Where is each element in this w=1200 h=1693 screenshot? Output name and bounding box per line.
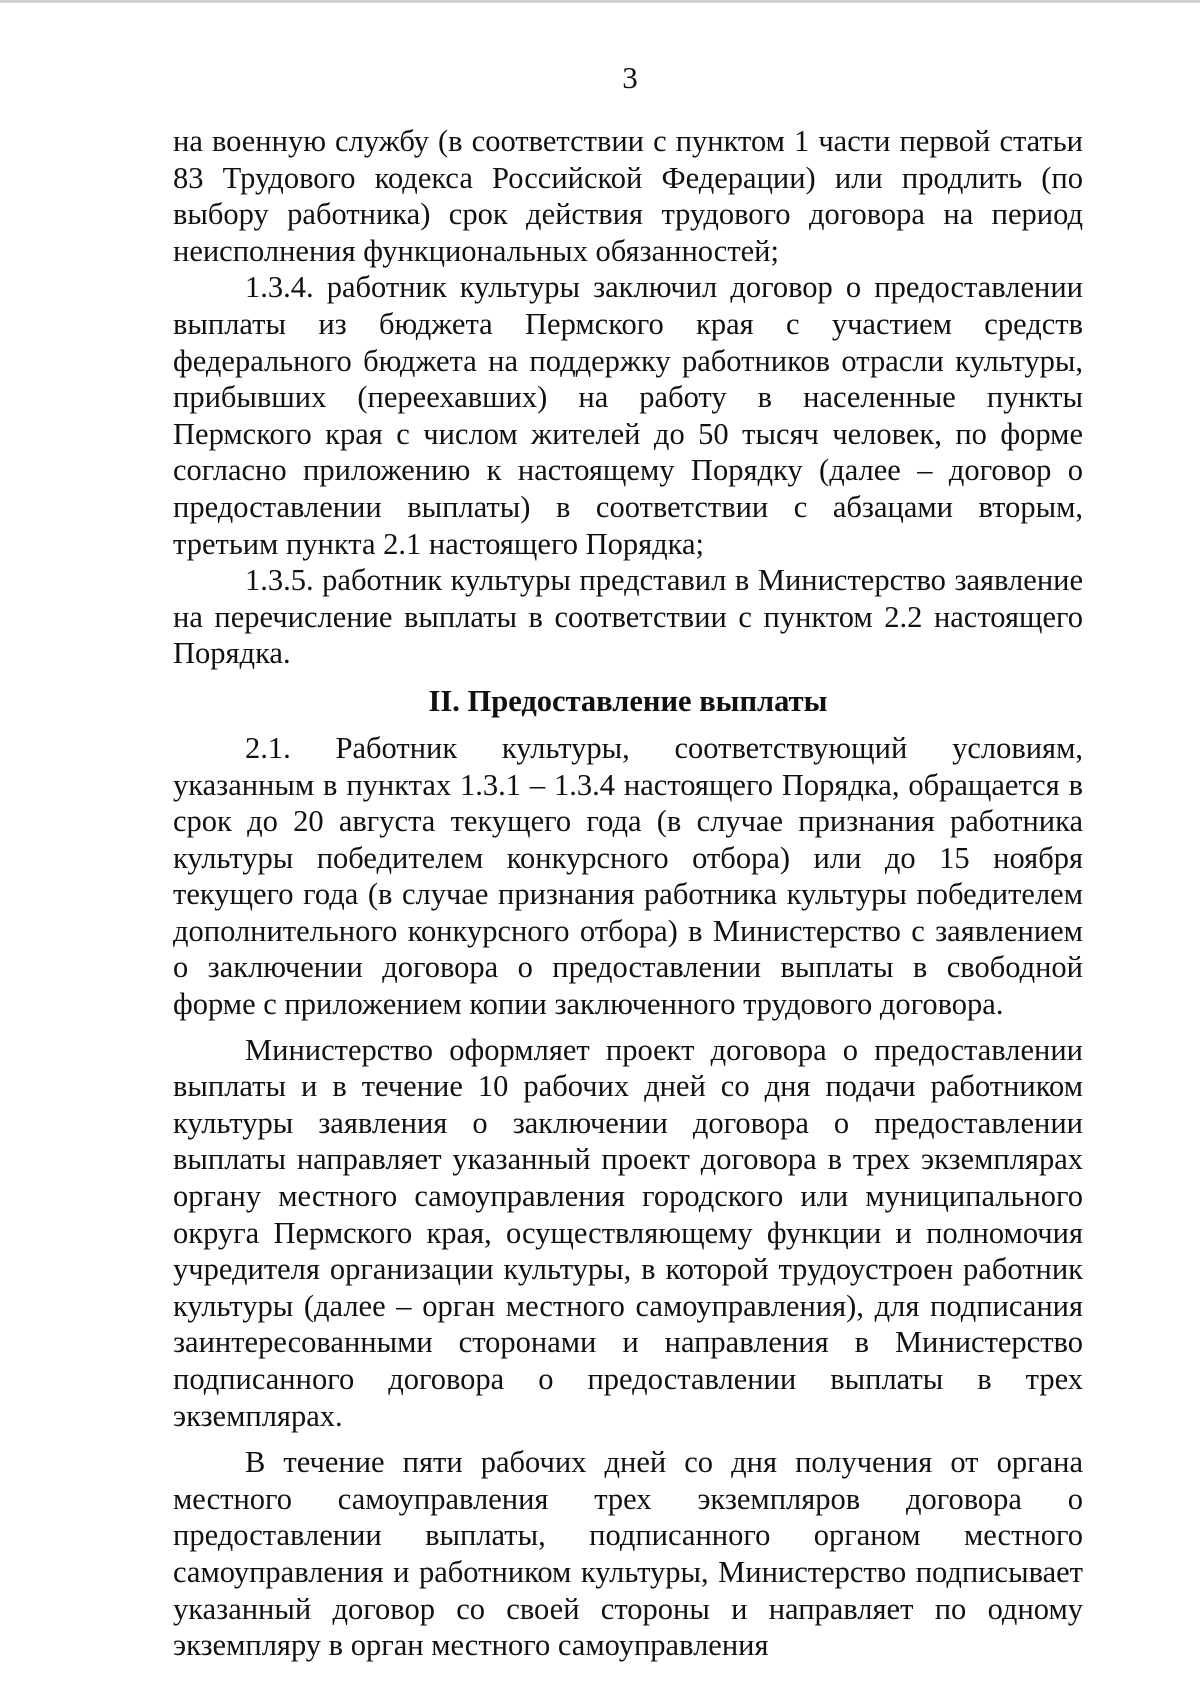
paragraph-1-3-4: 1.3.4. работник культуры заключил договор о предоставлении выплаты из бюджета Пермского края с участием средств федерального бюджета на поддержку работников отрасли культуры, прибывших (переехавших) на работу в населенные пункты Пермского края с числом жителей до 50 тысяч человек, по форме согласно приложению к настоящему Порядку (далее – договор о предоставлении выплаты) в соответствии с абзацами вторым, третьим пункта 2.1 настоящего Порядка; xyxy=(173,270,1083,561)
paragraph-ministry-drafts: Министерство оформляет проект договора о предоставлении выплаты и в течение 10 рабочих дней со дня подачи работником культуры заявления о заключении договора о предоставлении выплаты направляет указанный проект договора в трех экземплярах органу местного самоуправления городского или муниципального округа Пермского края, осуществляющему функции и полномочия учредителя организации культуры, в которой трудоустроен работник культуры (далее – орган местного самоуправления), для подписания заинтересованными сторонами и направления в Министерство подписанного договора о предоставлении выплаты в трех экземплярах. xyxy=(173,1032,1083,1433)
scan-edge xyxy=(0,0,1200,3)
paragraph-continuation: на военную службу (в соответствии с пунктом 1 части первой статьи 83 Трудового кодекса Российской Федерации) или продлить (по выбору работника) срок действия трудового договора на период неисполнения функциональных обязанностей; xyxy=(173,124,1083,268)
page-number: 3 xyxy=(622,60,638,95)
paragraph-five-days: В течение пяти рабочих дней со дня получения от органа местного самоуправления трех экземпляров договора о предоставлении выплаты, подписанного органом местного самоуправления и работником культуры, Министерство подписывает указанный договор со своей стороны и направляет по одному экземпляру в орган местного самоуправления xyxy=(173,1445,1083,1663)
section-heading: II. Предоставление выплаты xyxy=(428,683,828,718)
paragraph-1-3-5: 1.3.5. работник культуры представил в Министерство заявление на перечисление выплаты в соответствии с пунктом 2.2 настоящего Порядка. xyxy=(173,563,1083,671)
document-body xyxy=(173,123,1083,1664)
paragraph-2-1: 2.1. Работник культуры, соответствующий условиям, указанным в пунктах 1.3.1 – 1.3.4 настоящего Порядка, обращается в срок до 20 августа текущего года (в случае признания работника культуры победителем конкурсного отбора) или до 15 ноября текущего года (в случае признания работника культуры победителем дополнительного конкурсного отбора) в Министерство с заявлением о заключении договора о предоставлении выплаты в свободной форме с приложением копии заключенного трудового договора. xyxy=(173,730,1083,1022)
